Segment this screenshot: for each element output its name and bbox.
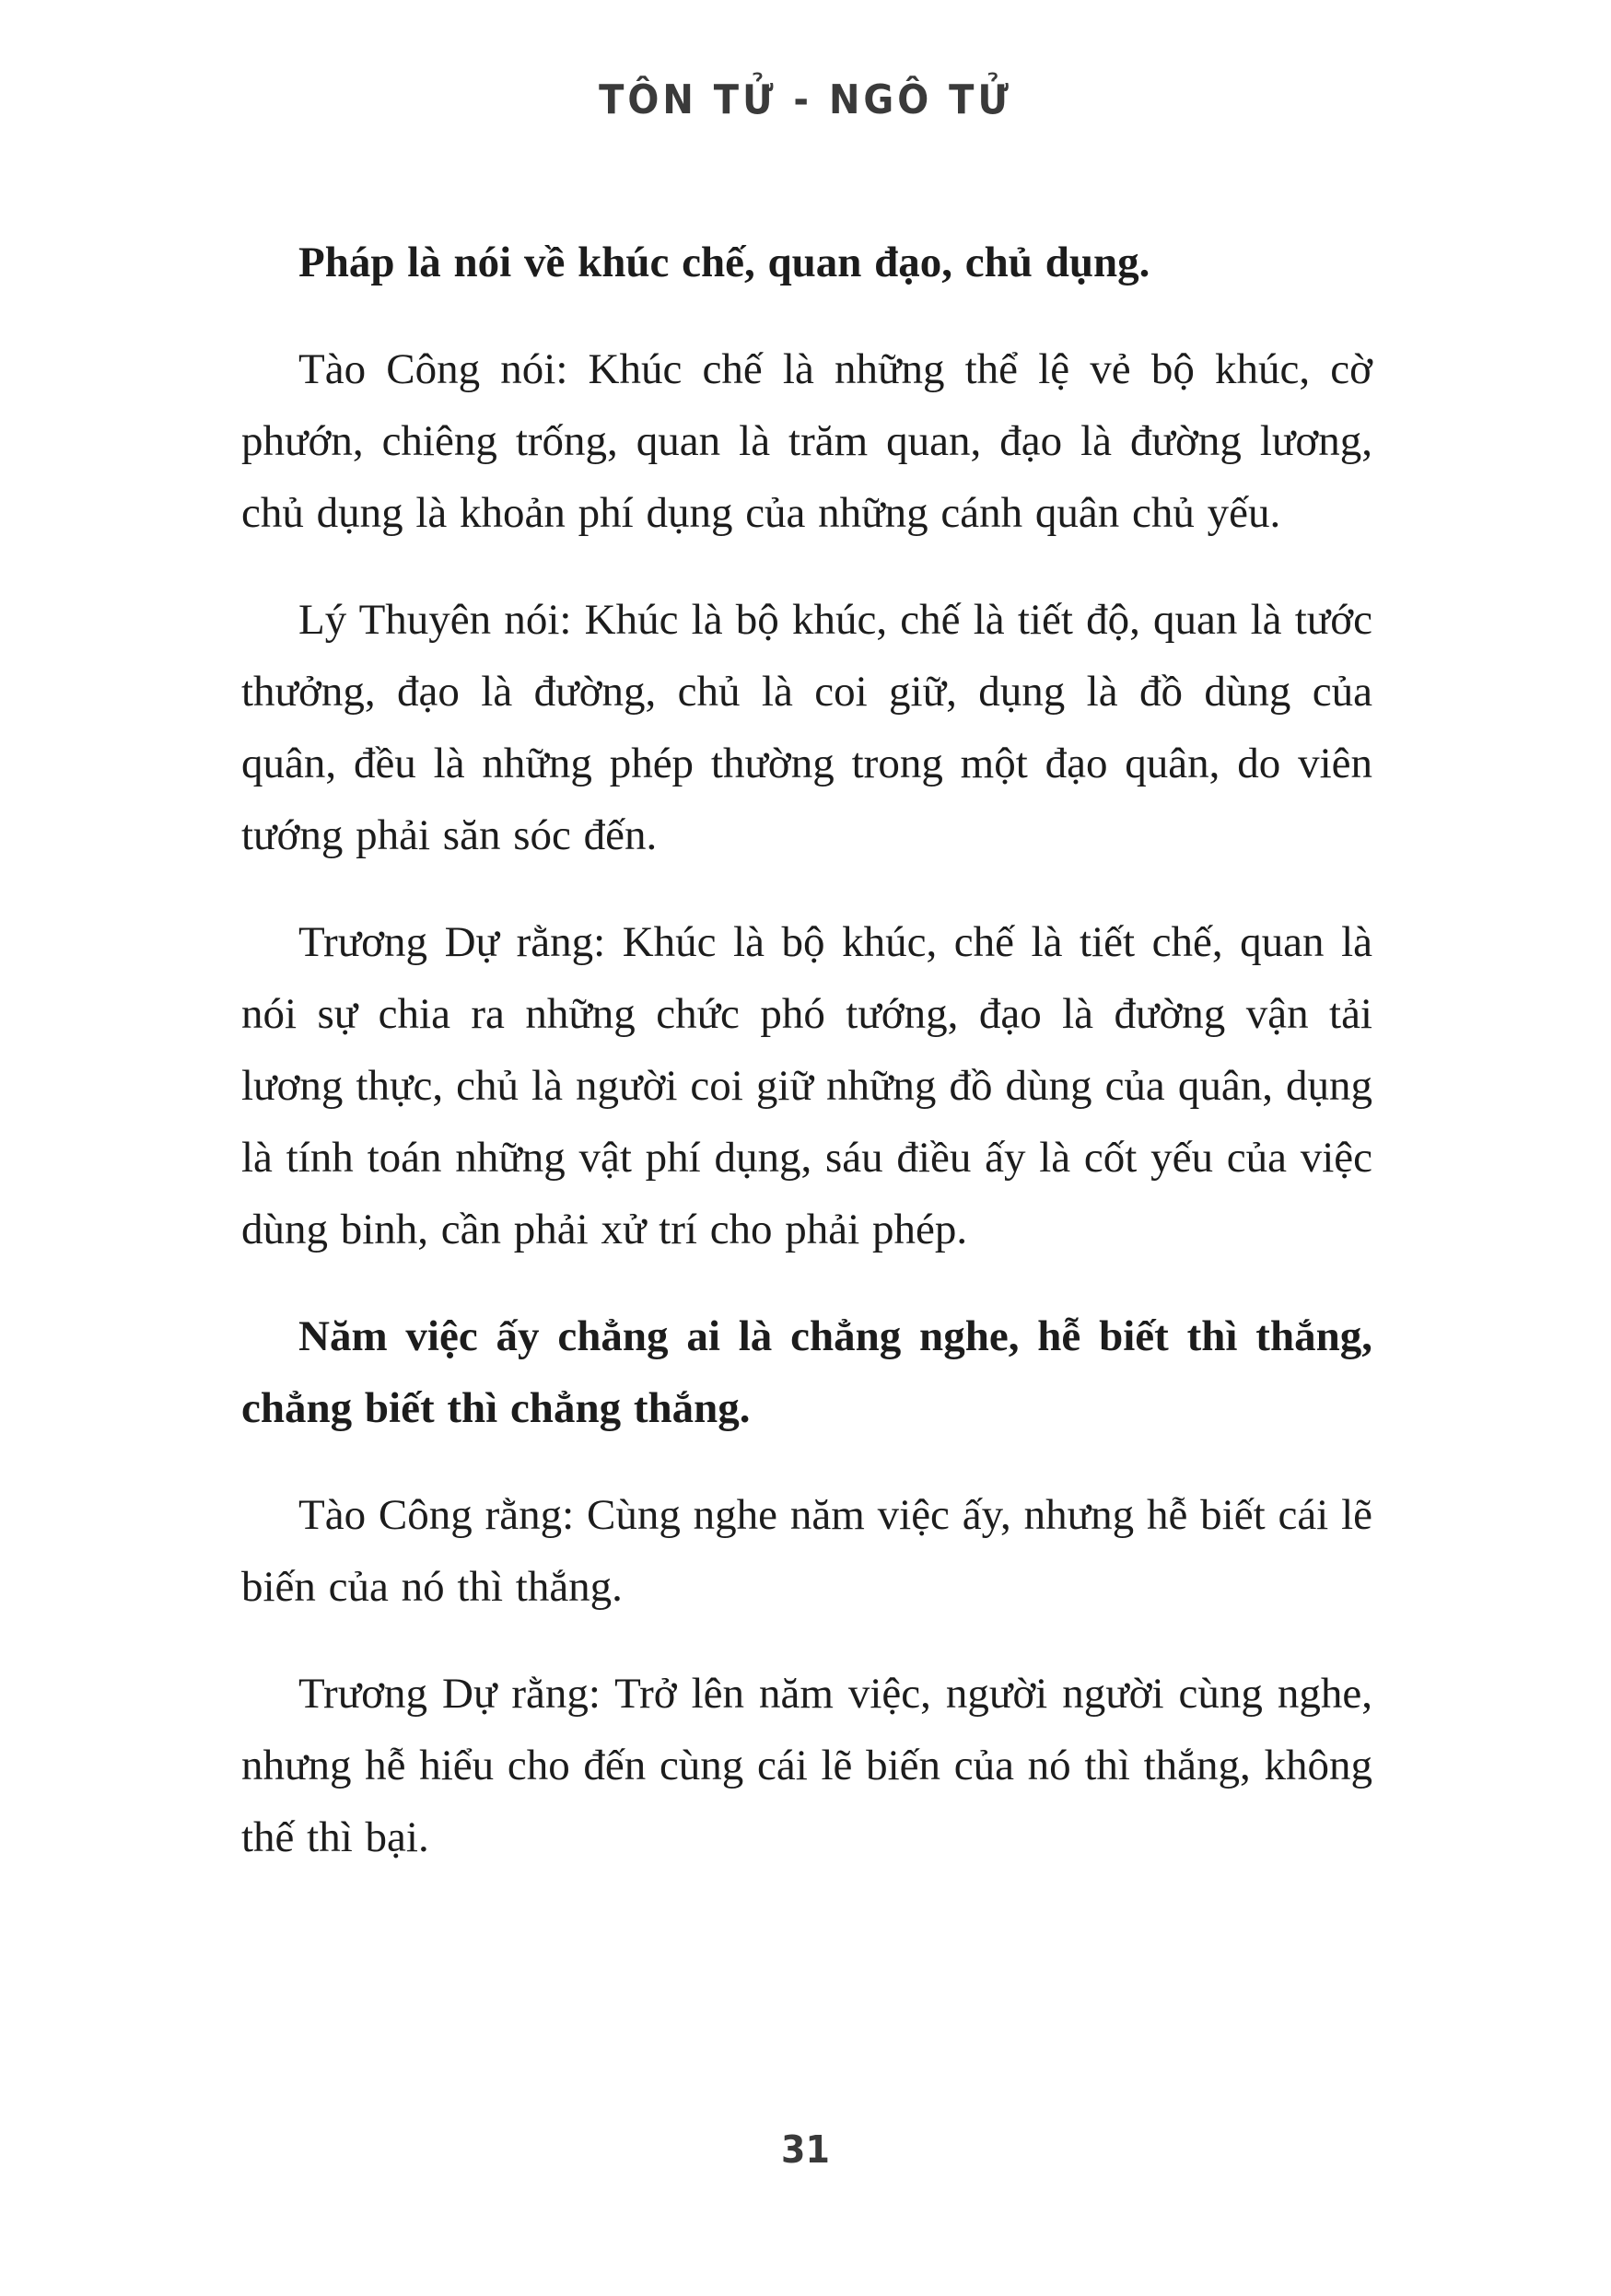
paragraph-lead-phap: Pháp là nói về khúc chế, quan đạo, chủ dụng.: [298, 239, 1150, 286]
running-header: TÔN TỬ - NGÔ TỬ: [599, 77, 1012, 123]
paragraph-ly-thuyen-noi: Lý Thuyên nói: Khúc là bộ khúc, chế là tiết độ, quan là tước thưởng, đạo là đường, chủ là coi giữ, dụng là đồ dùng của quân, đều là những phép thường trong một đạo quân, do viên tướng phải săn sóc đến.: [241, 596, 1372, 860]
paragraph-tao-cong-noi: Tào Công nói: Khúc chế là những thể lệ vẻ bộ khúc, cờ phướn, chiêng trống, quan là trăm quan, đạo là đường lương, chủ dụng là khoản phí dụng của những cánh quân chủ yếu.: [241, 345, 1372, 538]
paragraph-lead-nam-viec: Năm việc ấy chẳng ai là chẳng nghe, hễ biết thì thắng, chẳng biết thì chẳng thắng.: [241, 1312, 1372, 1433]
page-body: [241, 227, 1372, 1908]
paragraph-tao-cong-rang: Tào Công rằng: Cùng nghe năm việc ấy, nhưng hễ biết cái lẽ biến của nó thì thắng.: [241, 1491, 1372, 1612]
page-number: 31: [781, 2127, 830, 2172]
paragraph-truong-du-rang-1: Trương Dự rằng: Khúc là bộ khúc, chế là tiết chế, quan là nói sự chia ra những chức phó tướng, đạo là đường vận tải lương thực, chủ là người coi giữ những đồ dùng của quân, dụng là tính toán những vật phí dụng, sáu điều ấy là cốt yếu của việc dùng binh, cần phải xử trí cho phải phép.: [241, 918, 1372, 1254]
paragraph-truong-du-rang-2: Trương Dự rằng: Trở lên năm việc, người người cùng nghe, nhưng hễ hiểu cho đến cùng cái lẽ biến của nó thì thắng, không thế thì bại.: [241, 1670, 1372, 1862]
